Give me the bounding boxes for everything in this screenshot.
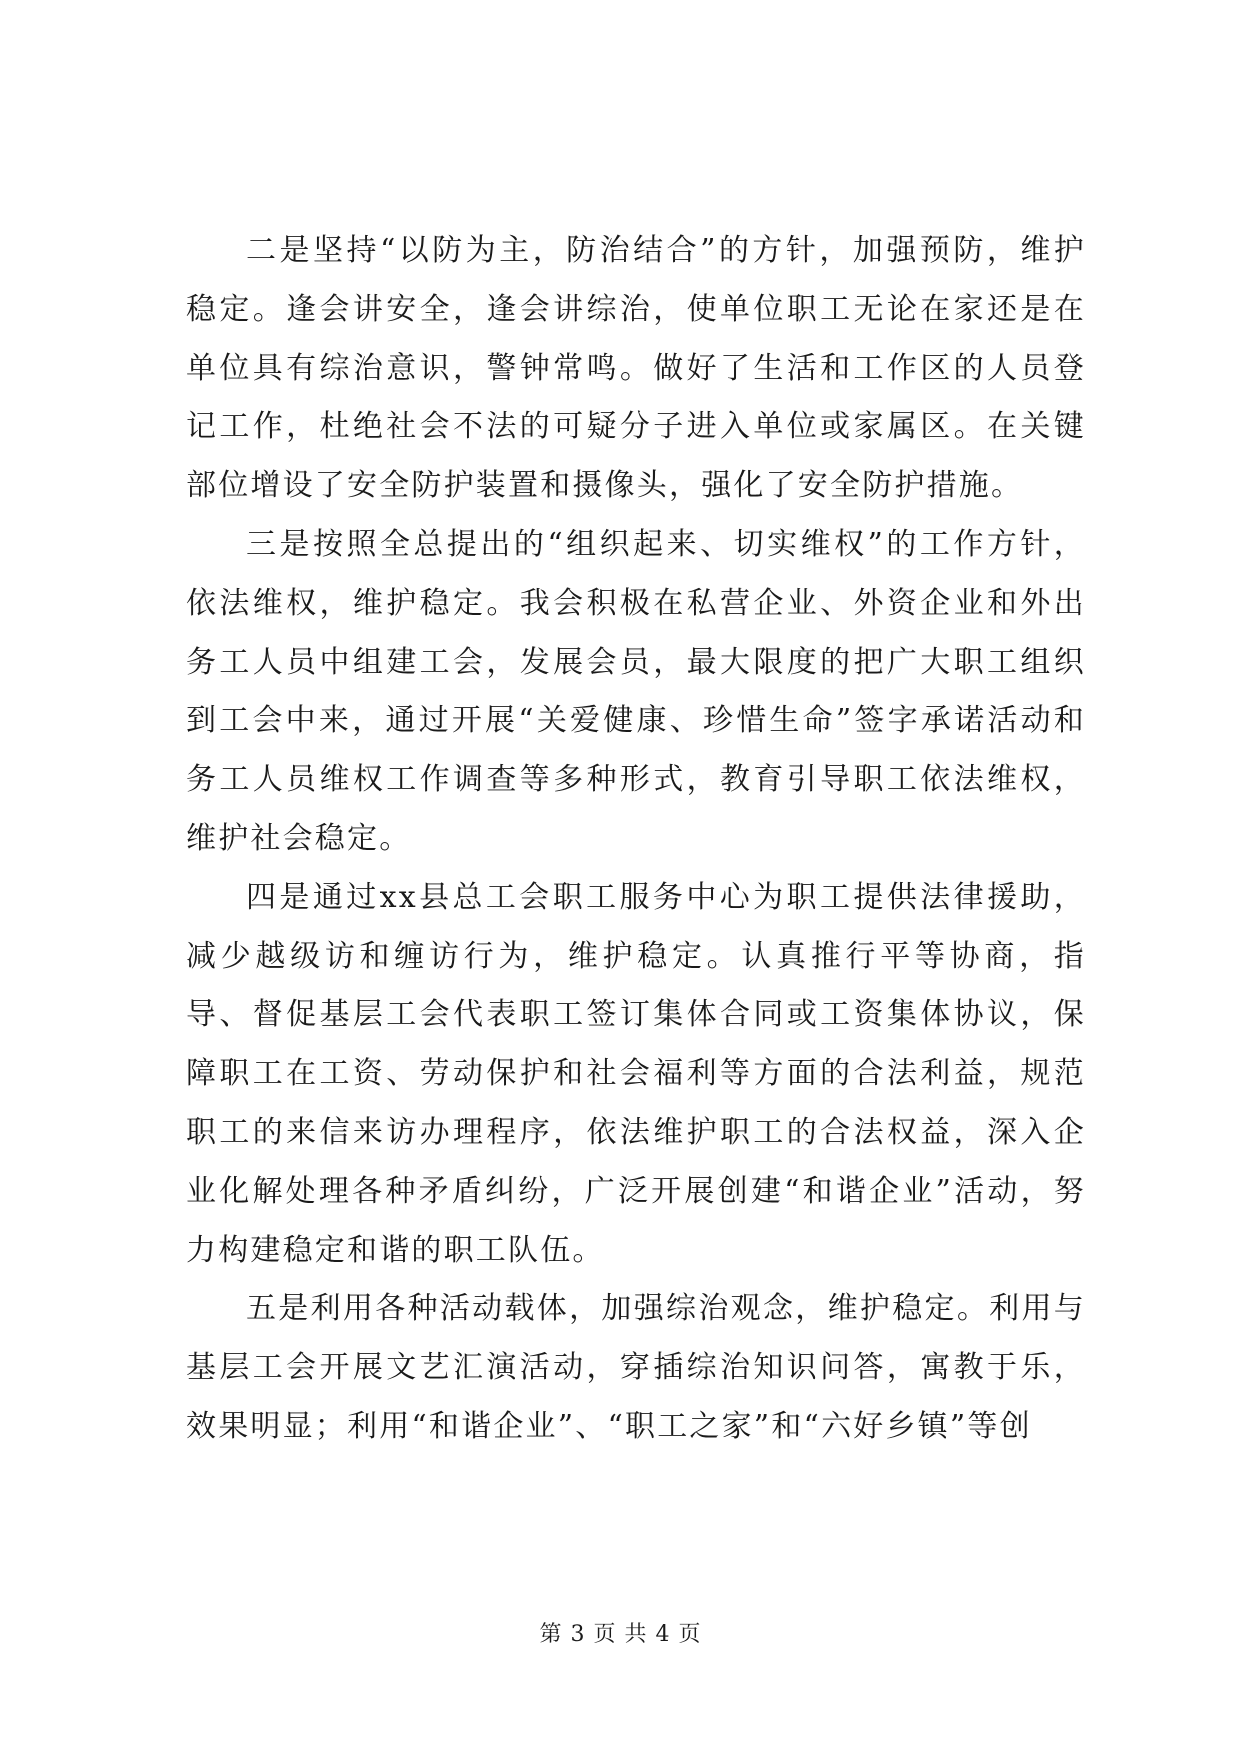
paragraph-5: 五是利用各种活动载体，加强综治观念，维护稳定。利用与基层工会开展文艺汇演活动，穿插综治知识问答，寓教于乐，效果明显；利用“和谐企业”、“职工之家”和“六好乡镇”等创 xyxy=(186,1291,1086,1444)
document-body xyxy=(186,222,1086,1457)
paragraph-2: 二是坚持“以防为主，防治结合”的方针，加强预防，维护稳定。逢会讲安全，逢会讲综治，使单位职工无论在家还是在单位具有综治意识，警钟常鸣。做好了生活和工作区的人员登记工作，杜绝社会不法的可疑分子进入单位或家属区。在关键部位增设了安全防护装置和摄像头，强化了安全防护措施。 xyxy=(186,233,1086,504)
paragraph-3: 三是按照全总提出的“组织起来、切实维权”的工作方针，依法维权，维护稳定。我会积极在私营企业、外资企业和外出务工人员中组建工会，发展会员，最大限度的把广大职工组织到工会中来，通过开展“关爱健康、珍惜生命”签字承诺活动和务工人员维权工作调查等多种形式，教育引导职工依法维权，维护社会稳定。 xyxy=(186,526,1086,856)
paragraph-4: 四是通过xx县总工会职工服务中心为职工提供法律援助，减少越级访和缠访行为，维护稳定。认真推行平等协商，指导、督促基层工会代表职工签订集体合同或工资集体协议，保障职工在工资、劳动保护和社会福利等方面的合法利益，规范职工的来信来访办理程序，依法维护职工的合法权益，深入企业化解处理各种矛盾纠纷，广泛开展创建“和谐企业”活动，努力构建稳定和谐的职工队伍。 xyxy=(186,879,1086,1268)
page-number-footer: 第 3 页 共 4 页 xyxy=(539,1622,702,1647)
